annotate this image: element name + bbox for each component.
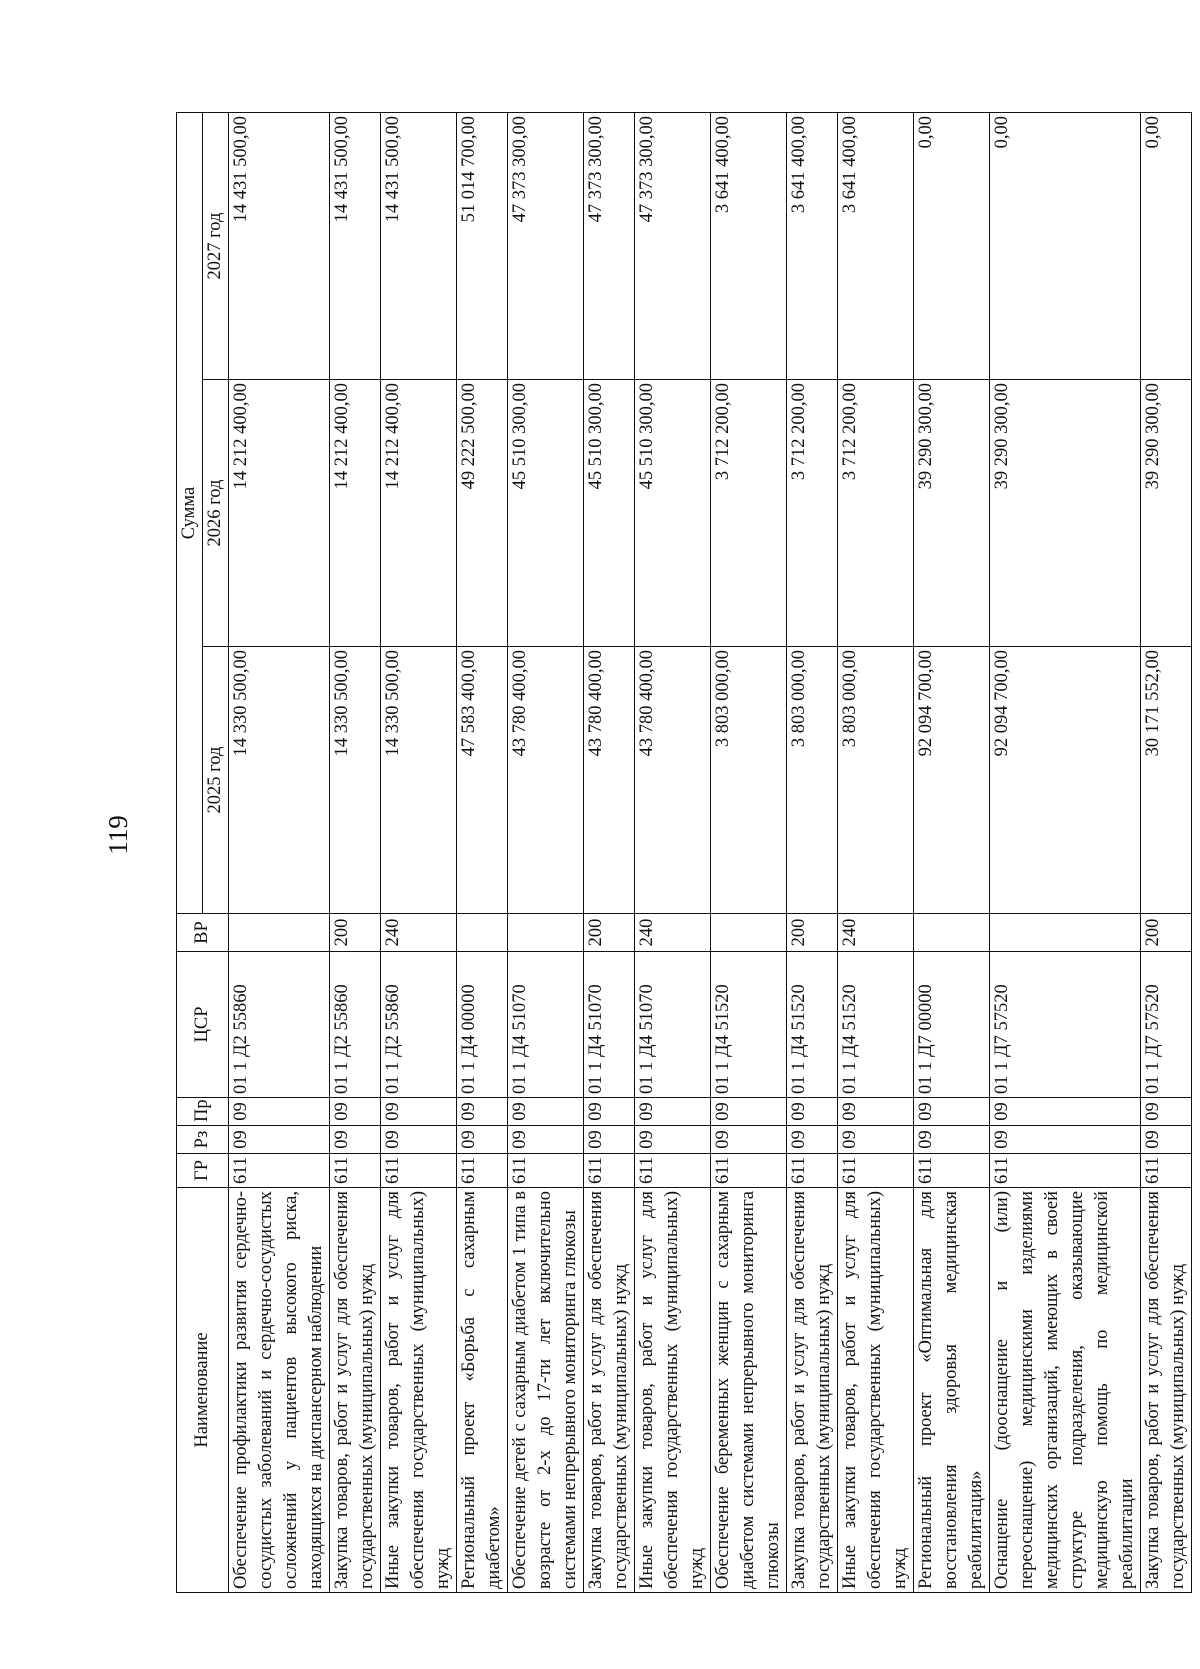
row-csr: 01 1 Д4 51520 [711, 952, 787, 1098]
row-pr: 09 [330, 1098, 381, 1126]
row-pr: 09 [635, 1098, 711, 1126]
row-csr: 01 1 Д4 51070 [635, 952, 711, 1098]
row-amount-2026: 14 212 400,00 [381, 380, 457, 647]
row-pr: 09 [584, 1098, 635, 1126]
row-rz: 09 [381, 1126, 457, 1154]
table-row [635, 113, 711, 1593]
table-row [330, 113, 381, 1593]
row-name: Иные закупки товаров, работ и услуг для обеспечения государственных (муниципальных) нужд [381, 1188, 457, 1593]
row-vr: 200 [584, 914, 635, 952]
table-body [229, 113, 1192, 1593]
row-name: Закупка товаров, работ и услуг для обеспечения государственных (муниципальных) нужд [584, 1188, 635, 1593]
row-rz: 09 [787, 1126, 838, 1154]
row-rz: 09 [457, 1126, 508, 1154]
row-amount-2026: 45 510 300,00 [635, 380, 711, 647]
row-amount-2025: 92 094 700,00 [914, 647, 990, 914]
row-csr: 01 1 Д7 00000 [914, 952, 990, 1098]
row-name: Региональный проект «Оптимальная для восстановления здоровья медицинская реабилитация» [914, 1188, 990, 1593]
row-amount-2027: 51 014 700,00 [457, 113, 508, 380]
table-row [381, 113, 457, 1593]
row-gr: 611 [229, 1154, 330, 1188]
row-amount-2025: 3 803 000,00 [838, 647, 914, 914]
row-amount-2027: 0,00 [1141, 113, 1192, 380]
row-amount-2025: 3 803 000,00 [711, 647, 787, 914]
page-number: 119 [103, 815, 133, 855]
row-gr: 611 [381, 1154, 457, 1188]
row-name: Закупка товаров, работ и услуг для обеспечения государственных (муниципальных) нужд [330, 1188, 381, 1593]
row-csr: 01 1 Д7 57520 [990, 952, 1141, 1098]
row-amount-2026: 39 290 300,00 [990, 380, 1141, 647]
row-amount-2025: 43 780 400,00 [635, 647, 711, 914]
header-pr: Пр [177, 1098, 229, 1126]
row-rz: 09 [635, 1126, 711, 1154]
row-gr: 611 [584, 1154, 635, 1188]
row-pr: 09 [381, 1098, 457, 1126]
row-csr: 01 1 Д2 55860 [229, 952, 330, 1098]
row-name: Иные закупки товаров, работ и услуг для обеспечения государственных (муниципальных) нужд [838, 1188, 914, 1593]
row-rz: 09 [508, 1126, 584, 1154]
row-vr [990, 914, 1141, 952]
row-vr: 200 [330, 914, 381, 952]
row-pr: 09 [990, 1098, 1141, 1126]
row-amount-2027: 3 641 400,00 [838, 113, 914, 380]
row-amount-2025: 3 803 000,00 [787, 647, 838, 914]
header-2027: 2027 год [203, 113, 229, 380]
row-vr [914, 914, 990, 952]
row-gr: 611 [914, 1154, 990, 1188]
table-row [584, 113, 635, 1593]
header-rz: Рз [177, 1126, 229, 1154]
row-rz: 09 [584, 1126, 635, 1154]
row-amount-2025: 30 171 552,00 [1141, 647, 1192, 914]
budget-table [176, 112, 1192, 1593]
row-rz: 09 [990, 1126, 1141, 1154]
row-amount-2026: 49 222 500,00 [457, 380, 508, 647]
row-gr: 611 [787, 1154, 838, 1188]
table-row [838, 113, 914, 1593]
table-row [711, 113, 787, 1593]
row-name: Обеспечение детей с сахарным диабетом 1 типа в возрасте от 2-х до 17-ти лет включительно системами непрерывного мониторинга глюкозы [508, 1188, 584, 1593]
row-name: Закупка товаров, работ и услуг для обеспечения государственных (муниципальных) нужд [787, 1188, 838, 1593]
row-amount-2026: 39 290 300,00 [914, 380, 990, 647]
row-pr: 09 [508, 1098, 584, 1126]
row-vr: 200 [787, 914, 838, 952]
row-pr: 09 [838, 1098, 914, 1126]
row-amount-2026: 3 712 200,00 [838, 380, 914, 647]
row-gr: 611 [635, 1154, 711, 1188]
row-amount-2026: 14 212 400,00 [229, 380, 330, 647]
table-row [787, 113, 838, 1593]
row-vr: 200 [1141, 914, 1192, 952]
row-vr [508, 914, 584, 952]
row-amount-2026: 14 212 400,00 [330, 380, 381, 647]
row-rz: 09 [711, 1126, 787, 1154]
row-rz: 09 [838, 1126, 914, 1154]
row-rz: 09 [914, 1126, 990, 1154]
row-rz: 09 [1141, 1126, 1192, 1154]
row-csr: 01 1 Д4 51520 [838, 952, 914, 1098]
row-pr: 09 [457, 1098, 508, 1126]
row-csr: 01 1 Д7 57520 [1141, 952, 1192, 1098]
row-gr: 611 [1141, 1154, 1192, 1188]
row-name: Обеспечение беременных женщин с сахарным диабетом системами непрерывного мониторинга глюкозы [711, 1188, 787, 1593]
header-vr: ВР [177, 914, 229, 952]
row-csr: 01 1 Д2 55860 [381, 952, 457, 1098]
row-amount-2026: 45 510 300,00 [508, 380, 584, 647]
row-amount-2027: 14 431 500,00 [229, 113, 330, 380]
table-row [229, 113, 330, 1593]
row-gr: 611 [990, 1154, 1141, 1188]
row-name: Иные закупки товаров, работ и услуг для обеспечения государственных (муниципальных) нужд [635, 1188, 711, 1593]
row-vr: 240 [635, 914, 711, 952]
rotated-table-wrapper [176, 113, 1188, 1593]
row-pr: 09 [787, 1098, 838, 1126]
row-pr: 09 [711, 1098, 787, 1126]
row-rz: 09 [330, 1126, 381, 1154]
row-csr: 01 1 Д4 00000 [457, 952, 508, 1098]
row-vr [457, 914, 508, 952]
row-csr: 01 1 Д4 51070 [584, 952, 635, 1098]
row-amount-2025: 43 780 400,00 [508, 647, 584, 914]
row-pr: 09 [1141, 1098, 1192, 1126]
row-amount-2027: 47 373 300,00 [584, 113, 635, 380]
row-amount-2025: 14 330 500,00 [330, 647, 381, 914]
row-amount-2027: 0,00 [914, 113, 990, 380]
row-csr: 01 1 Д2 55860 [330, 952, 381, 1098]
row-amount-2025: 92 094 700,00 [990, 647, 1141, 914]
row-amount-2025: 14 330 500,00 [229, 647, 330, 914]
row-amount-2027: 14 431 500,00 [381, 113, 457, 380]
header-row-1 [177, 113, 203, 1593]
row-amount-2027: 14 431 500,00 [330, 113, 381, 380]
row-vr: 240 [838, 914, 914, 952]
header-2026: 2026 год [203, 380, 229, 647]
row-amount-2025: 47 583 400,00 [457, 647, 508, 914]
header-2025: 2025 год [203, 647, 229, 914]
row-amount-2026: 45 510 300,00 [584, 380, 635, 647]
row-amount-2027: 3 641 400,00 [711, 113, 787, 380]
table-row [914, 113, 990, 1593]
table-row [1141, 113, 1192, 1593]
row-gr: 611 [711, 1154, 787, 1188]
row-name: Региональный проект «Борьба с сахарным диабетом» [457, 1188, 508, 1593]
row-gr: 611 [508, 1154, 584, 1188]
row-rz: 09 [229, 1126, 330, 1154]
row-vr: 240 [381, 914, 457, 952]
row-amount-2025: 43 780 400,00 [584, 647, 635, 914]
row-gr: 611 [838, 1154, 914, 1188]
row-gr: 611 [330, 1154, 381, 1188]
header-name: Наименование [177, 1188, 229, 1593]
row-amount-2026: 3 712 200,00 [711, 380, 787, 647]
row-amount-2027: 47 373 300,00 [635, 113, 711, 380]
row-vr [229, 914, 330, 952]
row-amount-2026: 39 290 300,00 [1141, 380, 1192, 647]
table-row [508, 113, 584, 1593]
row-csr: 01 1 Д4 51520 [787, 952, 838, 1098]
row-amount-2026: 3 712 200,00 [787, 380, 838, 647]
row-amount-2025: 14 330 500,00 [381, 647, 457, 914]
table-row [457, 113, 508, 1593]
row-name: Оснащение (дооснащение и (или) переоснащение) медицинскими изделиями медицинских организаций, имеющих в своей структуре подразделения, оказывающие медицинскую помощь по медицинской реабилитации [990, 1188, 1141, 1593]
table-row [990, 113, 1141, 1593]
header-sum: Сумма [177, 113, 203, 914]
row-pr: 09 [914, 1098, 990, 1126]
row-vr [711, 914, 787, 952]
row-name: Обеспечение профилактики развития сердечно-сосудистых заболеваний и сердечно-сосудистых осложнений у пациентов высокого риска, находящихся на диспансерном наблюдении [229, 1188, 330, 1593]
row-amount-2027: 47 373 300,00 [508, 113, 584, 380]
row-amount-2027: 0,00 [990, 113, 1141, 380]
header-gr: ГР [177, 1154, 229, 1188]
row-name: Закупка товаров, работ и услуг для обеспечения государственных (муниципальных) нужд [1141, 1188, 1192, 1593]
header-csr: ЦСР [177, 952, 229, 1098]
row-csr: 01 1 Д4 51070 [508, 952, 584, 1098]
row-pr: 09 [229, 1098, 330, 1126]
row-gr: 611 [457, 1154, 508, 1188]
row-amount-2027: 3 641 400,00 [787, 113, 838, 380]
